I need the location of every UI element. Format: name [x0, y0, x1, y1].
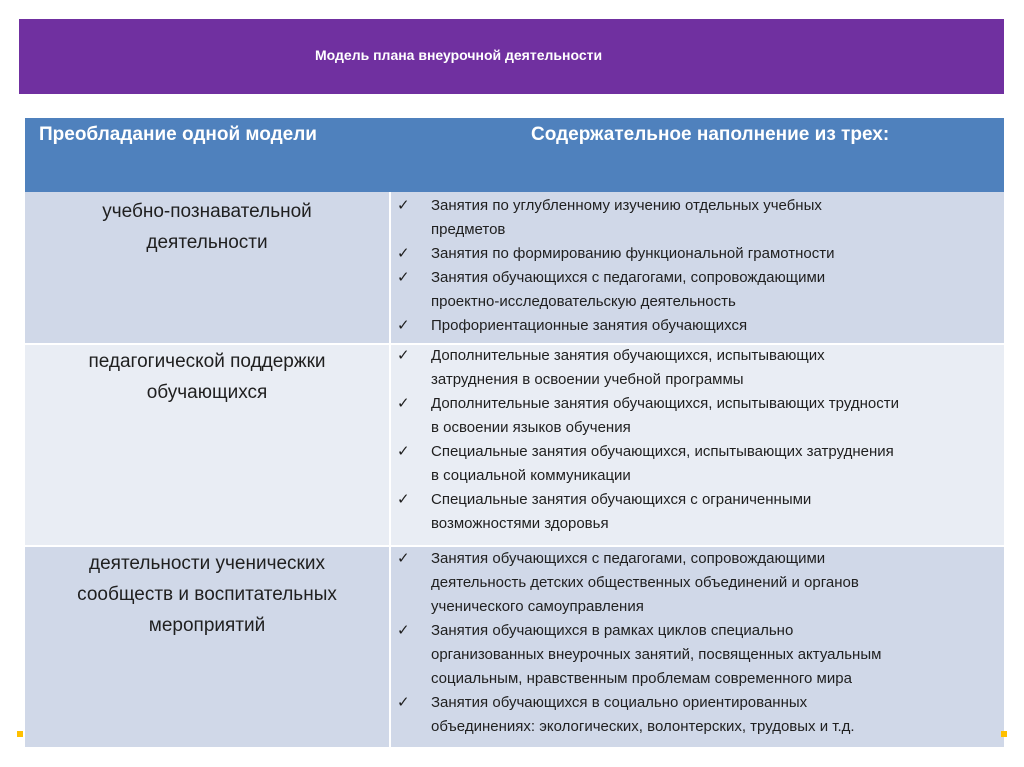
checkmark-icon: ✓	[397, 317, 410, 334]
decorative-dot	[17, 731, 23, 737]
item-line: в социальной коммуникации	[431, 467, 631, 484]
row-1-model-cell	[25, 192, 389, 344]
row-3-model-line: мероприятий	[148, 615, 266, 636]
item-line: предметов	[431, 221, 506, 238]
list-item	[397, 440, 998, 488]
row-2-model	[25, 346, 389, 408]
item-line: Занятия по формированию функциональной грамотности	[431, 245, 835, 262]
row-1-model-line: учебно-познавательной	[102, 201, 312, 222]
checkmark-icon: ✓	[397, 197, 410, 214]
list-item	[397, 488, 998, 536]
decorative-dot	[1001, 731, 1007, 737]
row-2-model-line: обучающихся	[146, 382, 268, 403]
list-item	[397, 314, 998, 338]
row-2-list	[397, 344, 998, 536]
item-line: Профориентационные занятия обучающихся	[431, 317, 748, 334]
checkmark-icon: ✓	[397, 269, 410, 286]
row-3-content-cell	[389, 546, 1004, 747]
column-divider	[389, 192, 391, 747]
item-line: затруднения в освоении учебной программы	[431, 371, 744, 388]
checkmark-icon: ✓	[397, 245, 410, 262]
item-line: деятельность детских общественных объединений и органов	[431, 574, 859, 591]
item-line: в освоении языков обучения	[431, 419, 631, 436]
header-content	[389, 118, 1004, 192]
header-model	[25, 118, 389, 192]
list-item	[397, 547, 998, 619]
row-1-list	[397, 194, 998, 338]
item-line: Специальные занятия обучающихся с ограниченными	[431, 491, 812, 508]
row-2-model-cell	[25, 344, 389, 546]
row-3-model-line: деятельности ученических	[89, 553, 325, 574]
row-3-model	[25, 548, 389, 641]
row-1-model-line: деятельности	[146, 232, 268, 253]
row-2-model-line: педагогической поддержки	[88, 351, 326, 372]
checkmark-icon: ✓	[397, 491, 410, 508]
checkmark-icon: ✓	[397, 694, 410, 711]
row-divider	[25, 545, 1004, 547]
item-line: Занятия обучающихся в социально ориентированных	[431, 694, 808, 711]
slide-title: Модель плана внеурочной деятельности	[315, 47, 603, 63]
item-line: Занятия обучающихся с педагогами, сопровождающими	[431, 269, 826, 286]
list-item	[397, 619, 998, 691]
item-line: Занятия по углубленному изучению отдельных учебных	[431, 197, 822, 214]
item-line: ученического самоуправления	[431, 598, 644, 615]
header-model-label: Преобладание одной модели	[39, 124, 317, 145]
row-2-content-cell	[389, 344, 1004, 546]
item-line: проектно-исследовательскую деятельность	[431, 293, 736, 310]
row-3-model-cell	[25, 546, 389, 747]
checkmark-icon: ✓	[397, 443, 410, 460]
checkmark-icon: ✓	[397, 622, 410, 639]
list-item	[397, 344, 998, 392]
item-line: организованных внеурочных занятий, посвященных актуальным	[431, 646, 882, 663]
row-1-model	[25, 196, 389, 258]
header-content-label: Содержательное наполнение из трех:	[531, 124, 890, 145]
item-line: социальным, нравственным проблемам современного мира	[431, 670, 852, 687]
item-line: Дополнительные занятия обучающихся, испытывающих	[431, 347, 825, 364]
checkmark-icon: ✓	[397, 395, 410, 412]
list-item	[397, 266, 998, 314]
list-item	[397, 242, 998, 266]
item-line: объединениях: экологических, волонтерских, трудовых и т.д.	[431, 718, 855, 735]
list-item	[397, 194, 998, 242]
list-item	[397, 392, 998, 440]
row-divider	[25, 343, 1004, 345]
row-3-list	[397, 547, 998, 739]
row-3-model-line: сообществ и воспитательных	[77, 584, 337, 605]
item-line: Специальные занятия обучающихся, испытывающих затруднения	[431, 443, 894, 460]
list-item	[397, 691, 998, 739]
item-line: Дополнительные занятия обучающихся, испытывающих трудности	[431, 395, 899, 412]
row-1-content-cell	[389, 192, 1004, 344]
item-line: Занятия обучающихся с педагогами, сопровождающими	[431, 550, 826, 567]
item-line: возможностями здоровья	[431, 515, 609, 532]
checkmark-icon: ✓	[397, 347, 410, 364]
item-line: Занятия обучающихся в рамках циклов специально	[431, 622, 794, 639]
checkmark-icon: ✓	[397, 550, 410, 567]
